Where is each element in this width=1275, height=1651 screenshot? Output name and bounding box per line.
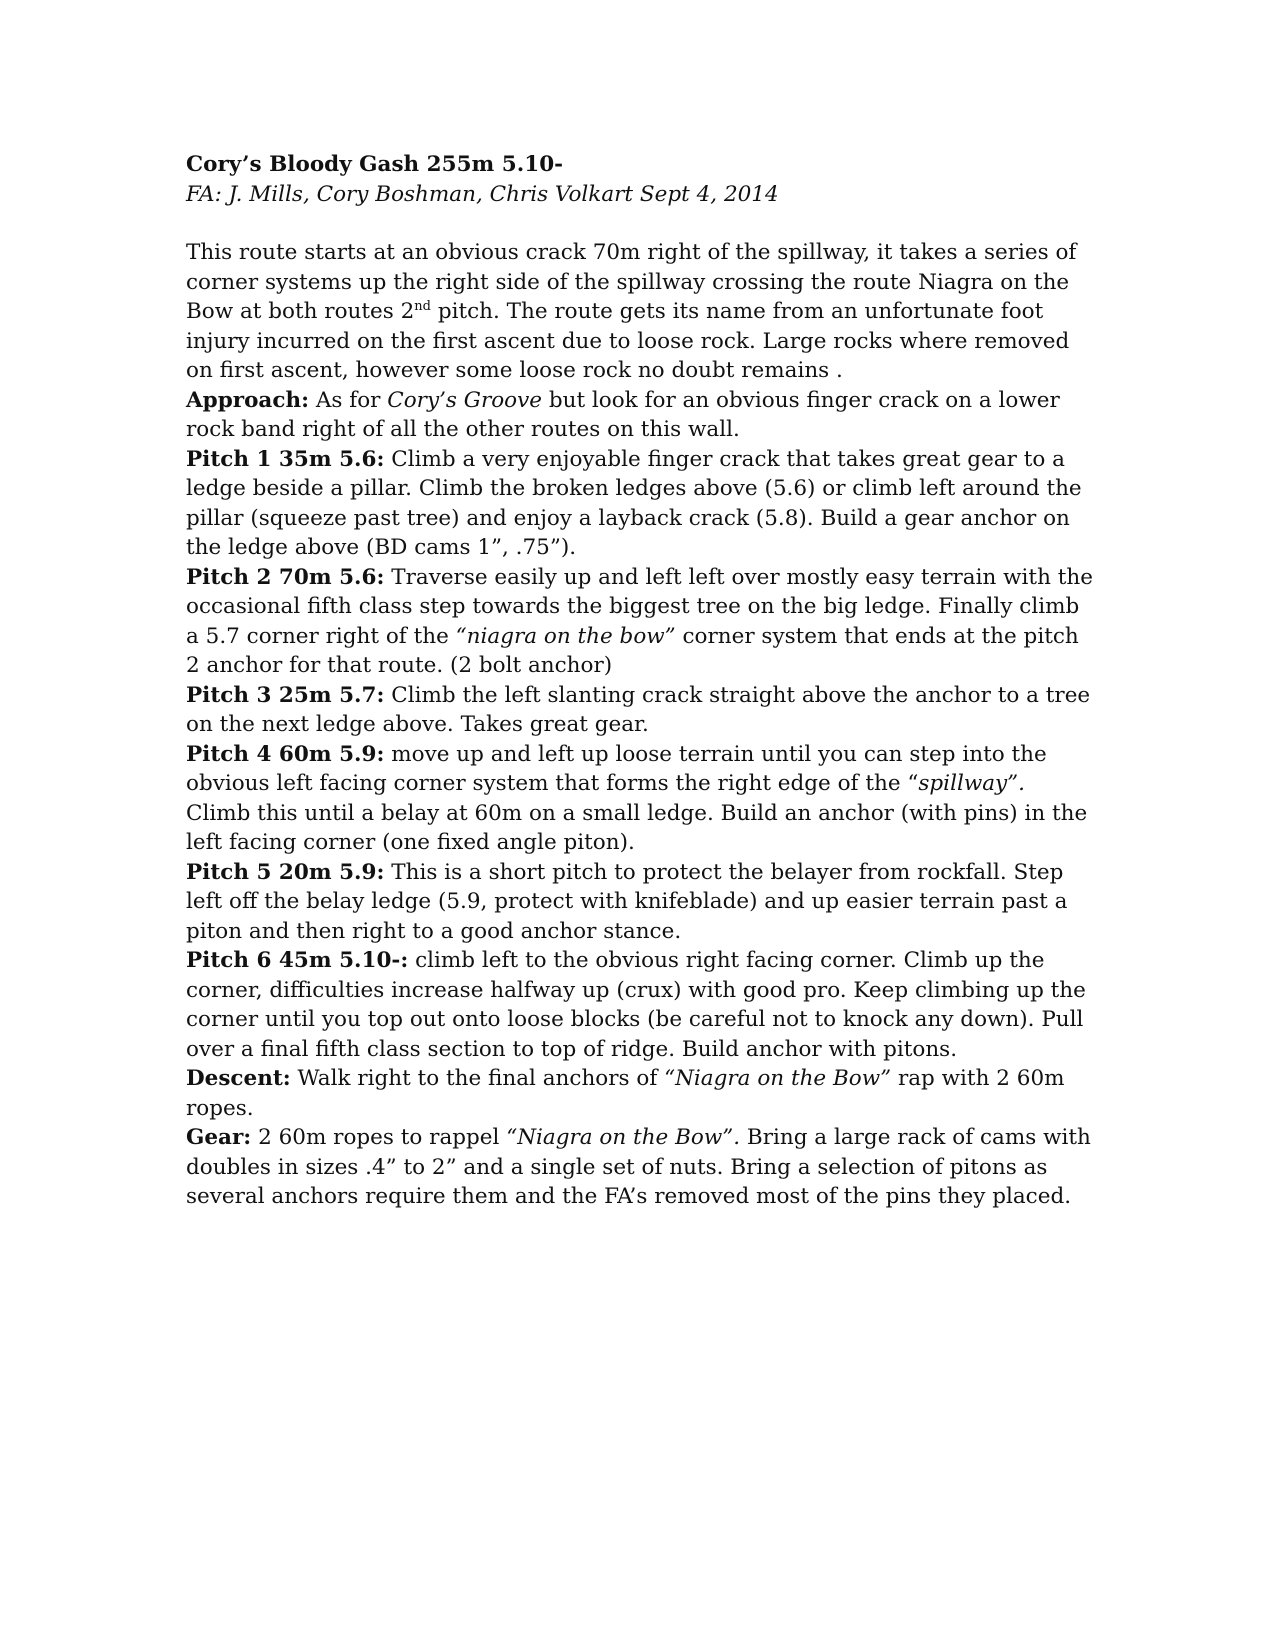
approach-label: Approach: (186, 387, 310, 413)
descent-route-name: “Niagra on the Bow” (664, 1066, 892, 1091)
approach-text-2: but look for an obvious finger crack on a lower rock band right of all the other routes on this wall. (186, 387, 1060, 442)
pitch-2-paragraph (186, 563, 1096, 681)
pitch-1-text: Climb a very enjoyable finger crack that takes great gear to a ledge beside a pillar. Climb the broken ledges above (5.6) or climb left around the pillar (squeeze past tree) and enjoy a layback crack (5.8). Build a gear anchor on the ledge above (BD cams 1”, .75”). (186, 446, 1082, 560)
pitch-1-paragraph (186, 445, 1096, 563)
pitch-5-text: This is a short pitch to protect the belayer from rockfall. Step left off the belay ledge (5.9, protect with knifeblade) and up easier terrain past a piton and then right to a good anchor stance. (186, 859, 1068, 944)
gear-paragraph (186, 1123, 1096, 1212)
pitch-6-label: Pitch 6 45m 5.10-: (186, 948, 409, 973)
pitch-2-text-2: corner system that ends at the pitch 2 anchor for that route. (2 bolt anchor) (186, 623, 1079, 678)
descent-label: Descent: (186, 1066, 291, 1091)
intro-superscript: nd (414, 298, 431, 314)
pitch-3-paragraph (186, 681, 1096, 740)
gear-text-2: Bring a large rack of cams with doubles in sizes .4” to 2” and a single set of nuts. Bring a selection of pitons as several anchors require them and the FA’s removed most of the pins they placed. (186, 1125, 1091, 1209)
descent-paragraph (186, 1064, 1096, 1123)
title-block (186, 150, 1096, 209)
pitch-2-text-1: Traverse easily up and left left over mostly easy terrain with the occasional fifth class step towards the biggest tree on the big ledge. Finally climb a 5.7 corner right of the (186, 564, 1093, 649)
gear-route-name: “Niagra on the Bow”. (506, 1125, 741, 1150)
route-title: Cory’s Bloody Gash 255m 5.10- (186, 152, 564, 177)
pitch-4-text-2: Climb this until a belay at 60m on a small ledge. Build an anchor (with pins) in the left facing corner (one fixed angle piton). (186, 800, 1088, 855)
document-page (186, 150, 1096, 1212)
pitch-6-text: climb left to the obvious right facing corner. Climb up the corner, difficulties increase halfway up (crux) with good pro. Keep climbing up the corner until you top out onto loose blocks (be careful not to knock any down). Pull over a final fifth class section to top of ridge. Build anchor with pitons. (186, 948, 1086, 1062)
pitch-4-label: Pitch 4 60m 5.9: (186, 741, 385, 767)
descent-text-1: Walk right to the final anchors of (290, 1066, 665, 1091)
intro-text-2: pitch. The route gets its name from an unfortunate foot injury incurred on the first ascent due to loose rock. Large rocks where removed on first ascent, however some loose rock no doubt remains . (186, 299, 1070, 383)
first-ascent-line: FA: J. Mills, Cory Boshman, Chris Volkart Sept 4, 2014 (186, 181, 779, 207)
intro-paragraph (186, 238, 1096, 386)
pitch-3-label: Pitch 3 25m 5.7: (186, 682, 385, 708)
intro-text-1: This route starts at an obvious crack 70m right of the spillway, it takes a series of corner systems up the right side of the spillway crossing the route Niagra on the Bow at both routes 2 (186, 240, 1077, 324)
approach-paragraph (186, 386, 1096, 445)
pitch-3-text: Climb the left slanting crack straight above the anchor to a tree on the next ledge above. Takes great gear. (186, 682, 1091, 737)
approach-route-name: Cory’s Groove (387, 387, 542, 413)
pitch-2-route-name: “niagra on the bow” (455, 623, 676, 649)
approach-text-1: As for (309, 387, 388, 413)
pitch-1-label: Pitch 1 35m 5.6: (186, 446, 385, 472)
pitch-4-text-1: move up and left up loose terrain until you can step into the obvious left facing corner system that forms the right edge of the “ (186, 741, 1047, 796)
descent-text-2: rap with 2 60m ropes. (186, 1066, 1065, 1121)
pitch-5-label: Pitch 5 20m 5.9: (186, 859, 385, 885)
pitch-4-paragraph (186, 740, 1096, 858)
pitch-4-spillway: spillway”. (918, 771, 1026, 796)
pitch-2-label: Pitch 2 70m 5.6: (186, 564, 385, 590)
gear-label: Gear: (186, 1125, 252, 1150)
pitch-5-paragraph (186, 858, 1096, 947)
pitch-6-paragraph (186, 946, 1096, 1064)
gear-text-1: 2 60m ropes to rappel (251, 1125, 507, 1150)
